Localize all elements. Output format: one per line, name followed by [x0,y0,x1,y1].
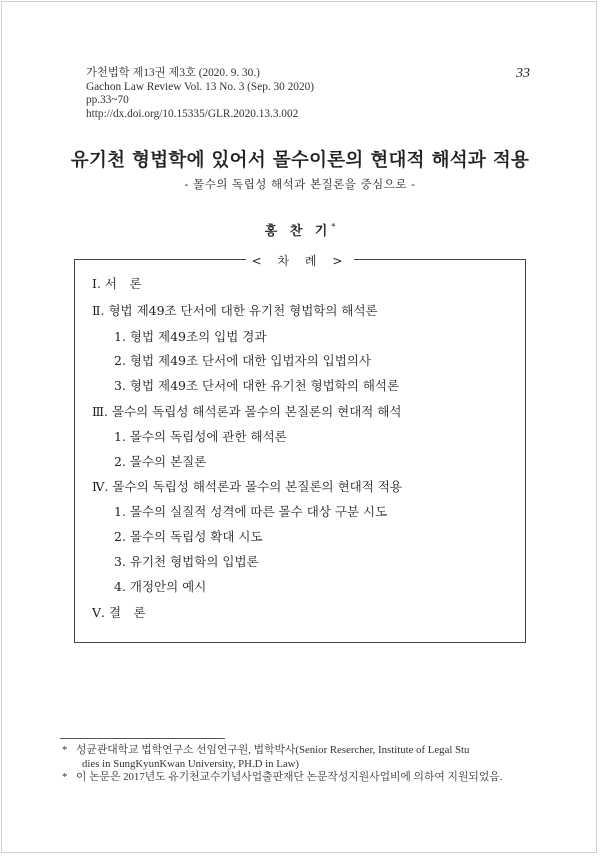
toc-label-text: 차 례 [277,254,323,268]
journal-info-english: Gachon Law Review Vol. 13 No. 3 (Sep. 30 2020) [86,80,315,93]
toc-item-section-4: Ⅳ. 몰수의 독립성 해석론과 몰수의 본질론의 현대적 적용 [92,479,402,494]
footnote-author [62,744,502,771]
paper-title: 유기천 형법학에 있어서 몰수이론의 현대적 해석과 적용 [70,150,530,171]
footnote-text-line: 이 논문은 2017년도 유기천교수기념사업출판재단 논문작성지원사업비에 의하여 지원되었음. [76,771,503,783]
toc-item-section-2-1: 1. 형법 제49조의 입법 경과 [114,329,267,344]
toc-item-section-2-2: 2. 형법 제49조 단서에 대한 입법자의 입법의사 [114,353,371,368]
journal-header [86,67,314,121]
footnote-text-line: 성균관대학교 법학연구소 선임연구원, 법학박사(Senior Resercher, Institute of Legal Stu [76,744,470,756]
toc-item-section-3-1: 1. 몰수의 독립성에 관한 해석론 [114,429,287,444]
footnote-mark: * [62,771,68,783]
toc-item-section-2-3: 3. 형법 제49조 단서에 대한 유기천 형법학의 해석론 [114,378,400,393]
author-name: 홍 찬 기 [264,224,332,239]
toc-item-section-3: Ⅲ. 몰수의 독립성 해석론과 몰수의 본질론의 현대적 해석 [92,404,402,419]
journal-info-korean: 가천법학 제13권 제3호 (2020. 9. 30.) [86,67,260,79]
footnotes [62,744,502,785]
toc-item-section-4-2: 2. 몰수의 독립성 확대 시도 [114,529,263,544]
footnote-funding [62,771,502,785]
toc-item-section-4-3: 3. 유기천 형법학의 입법론 [114,554,259,569]
toc-item-section-2: Ⅱ. 형법 제49조 단서에 대한 유기천 형법학의 해석론 [92,303,378,318]
author-footnote-mark: * [331,222,336,232]
footnote-mark: * [62,744,68,756]
doi-link[interactable]: http://dx.doi.org/10.15335/GLR.2020.13.3.002 [86,107,299,120]
author [0,220,600,239]
page-number: 33 [516,66,530,81]
toc-item-section-1: Ⅰ. 서 론 [92,276,142,291]
toc-item-section-4-4: 4. 개정안의 예시 [114,579,207,594]
toc-item-section-5: Ⅴ. 결 론 [92,605,146,620]
paper-subtitle: - 몰수의 독립성 해석과 본질론을 중심으로 - [184,177,416,191]
footnote-divider [60,738,225,739]
toc-item-section-4-1: 1. 몰수의 실질적 성격에 따른 몰수 대상 구분 시도 [114,504,388,519]
toc-item-section-3-2: 2. 몰수의 본질론 [114,454,207,469]
page-range: pp.33~70 [86,94,129,107]
footnote-text-line: dies in SungKyunKwan University, PH.D in Law) [82,757,300,770]
toc-heading: < 차 례 > [0,250,600,269]
